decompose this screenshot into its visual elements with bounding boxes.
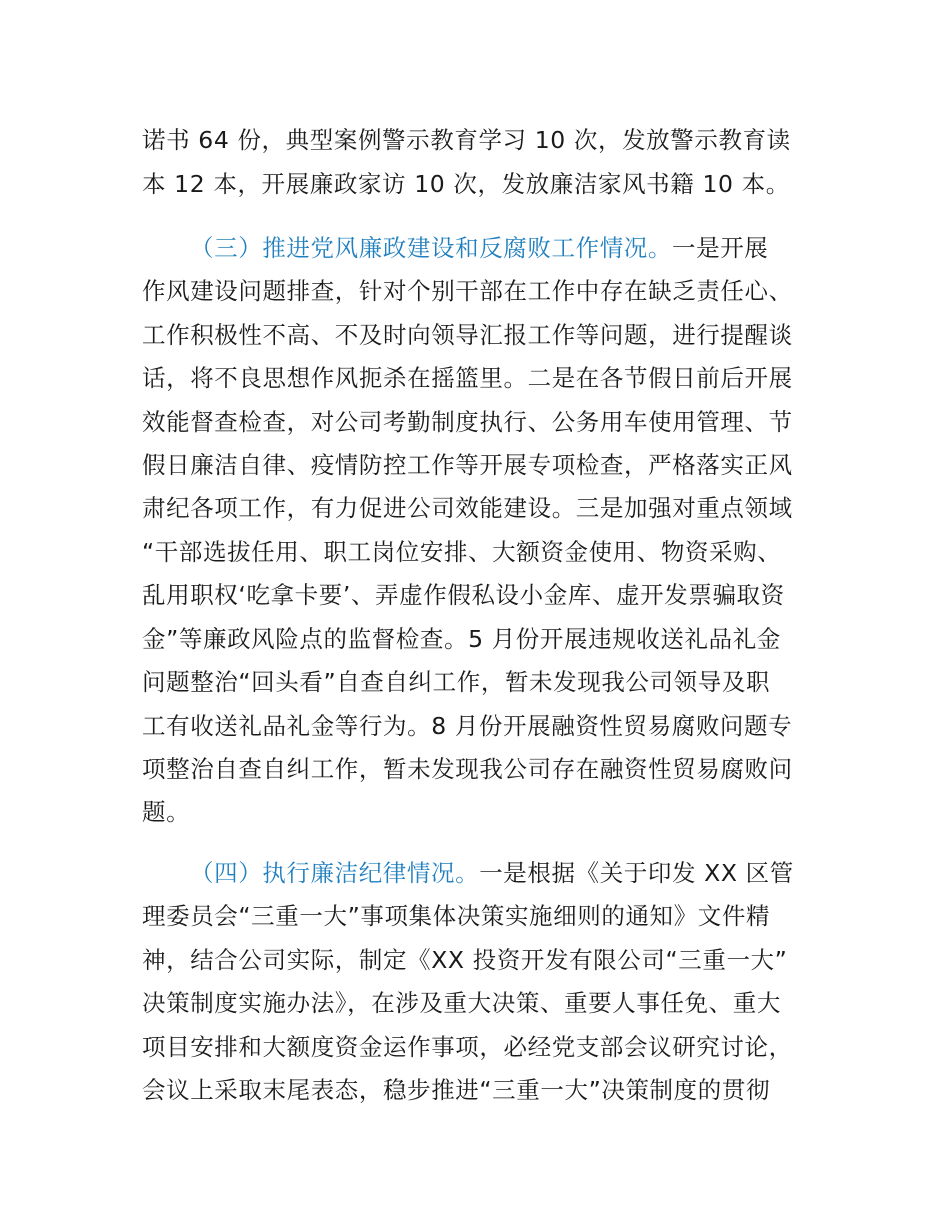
paragraph-line: 题。	[142, 798, 191, 826]
paragraph-line: 会议上采取末尾表态，稳步推进“三重一大”决策制度的贯彻	[142, 1076, 771, 1104]
paragraph-line: 肃纪各项工作，有力促进公司效能建设。三是加强对重点领域	[142, 494, 793, 522]
section-four-first-line	[190, 857, 870, 889]
paragraph-line: 理委员会“三重一大”事项集体决策实施细则的通知》文件精	[142, 902, 771, 930]
paragraph-line: 本 12 本，开展廉政家访 10 次，发放廉洁家风书籍 10 本。	[142, 170, 790, 198]
paragraph-line: 假日廉洁自律、疫情防控工作等开展专项检查，严格落实正风	[142, 451, 793, 479]
paragraph-line: 金”等廉政风险点的监督检查。5 月份开展违规收送礼品礼金	[142, 625, 781, 653]
section-four-first-line-rest: 一是根据《关于印发 XX 区管	[479, 859, 794, 887]
paragraph-line: 效能督查检查，对公司考勤制度执行、公务用车使用管理、节	[142, 408, 793, 436]
paragraph-line: “干部选拔任用、职工岗位安排、大额资金使用、物资采购、	[142, 538, 782, 566]
paragraph-line: 项目安排和大额度资金运作事项，必经党支部会议研究讨论，	[142, 1033, 793, 1061]
paragraph-line: 问题整治“回头看”自查自纠工作，暂未发现我公司领导及职	[142, 668, 771, 696]
paragraph-line: 作风建设问题排查，针对个别干部在工作中存在缺乏责任心、	[142, 277, 793, 305]
paragraph-line: 话，将不良思想作风扼杀在摇篮里。二是在各节假日前后开展	[142, 364, 793, 392]
section-three-heading: （三）推进党风廉政建设和反腐败工作情况。	[190, 234, 672, 262]
paragraph-line: 工作积极性不高、不及时向领导汇报工作等问题，进行提醒谈	[142, 321, 793, 349]
paragraph-line: 决策制度实施办法》，在涉及重大决策、重要人事任免、重大	[142, 989, 781, 1017]
paragraph-line: 神，结合公司实际，制定《XX 投资开发有限公司“三重一大”	[142, 946, 788, 974]
section-four-heading: （四）执行廉洁纪律情况。	[190, 859, 480, 887]
section-three-first-line	[190, 232, 870, 264]
paragraph-line: 工有收送礼品礼金等行为。8 月份开展融资性贸易腐败问题专	[142, 712, 793, 740]
paragraph-line: 诺书 64 份，典型案例警示教育学习 10 次，发放警示教育读	[142, 126, 791, 154]
paragraph-line: 乱用职权‘吃拿卡要’、弄虚作假私设小金库、虚开发票骗取资	[142, 581, 785, 609]
paragraph-line: 项整治自查自纠工作，暂未发现我公司存在融资性贸易腐败问	[142, 755, 793, 783]
section-three-first-line-rest: 一是开展	[672, 234, 769, 262]
